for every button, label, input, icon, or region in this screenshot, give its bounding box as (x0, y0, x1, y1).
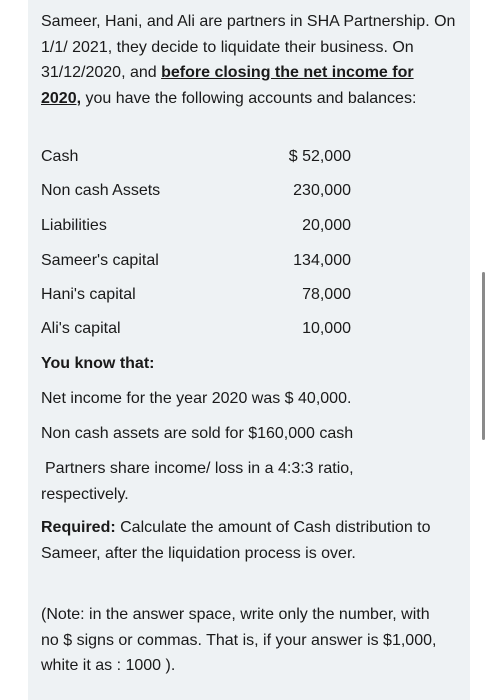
required-paragraph (41, 515, 451, 566)
intro-text-2: you have the following accounts and balances: (81, 89, 417, 107)
required-text: Calculate the amount of Cash distribution to Sameer, after the liquidation process is over. (41, 519, 431, 562)
fact-asset-sale: Non cash assets are sold for $160,000 cash (41, 425, 354, 442)
account-name: Non cash Assets (41, 182, 161, 199)
question-intro (41, 9, 456, 111)
account-row-non-cash-assets (41, 180, 351, 202)
account-amount: 134,000 (293, 252, 351, 269)
fact-net-income: Net income for the year 2020 was $ 40,000. (41, 390, 352, 407)
required-label: Required: (41, 519, 116, 536)
account-name: Ali's capital (41, 320, 121, 337)
account-name: Liabilities (41, 217, 107, 234)
account-row-liabilities (41, 215, 351, 237)
account-row-sameer-capital (41, 250, 351, 272)
account-amount: 230,000 (293, 182, 351, 199)
answer-note: (Note: in the answer space, write only the number, with no $ signs or commas. That is, if your answer is $1,000, white it as : 1000 ). (41, 606, 437, 674)
account-name: Hani's capital (41, 286, 136, 303)
account-amount: 20,000 (302, 217, 351, 234)
you-know-heading: You know that: (41, 355, 155, 372)
account-name: Cash (41, 148, 79, 165)
fact-sharing-ratio: Partners share income/ loss in a 4:3:3 ratio, respectively. (41, 460, 354, 503)
account-amount: $ 52,000 (288, 148, 351, 165)
intro-text-1: Sameer, Hani, and Ali are partners in SHA Partnership. On 1/1/ 2021, they decide to liquidate their business. On 31/12/2020, and (41, 13, 456, 81)
intro-emphasis: before closing the net income for 2020, (41, 64, 414, 107)
account-amount: 10,000 (302, 320, 351, 337)
account-row-cash (41, 146, 351, 168)
account-amount: 78,000 (302, 286, 351, 303)
account-row-ali-capital (41, 318, 351, 340)
account-row-hani-capital (41, 284, 351, 306)
scrollbar-thumb[interactable] (482, 272, 485, 440)
account-name: Sameer's capital (41, 252, 159, 269)
